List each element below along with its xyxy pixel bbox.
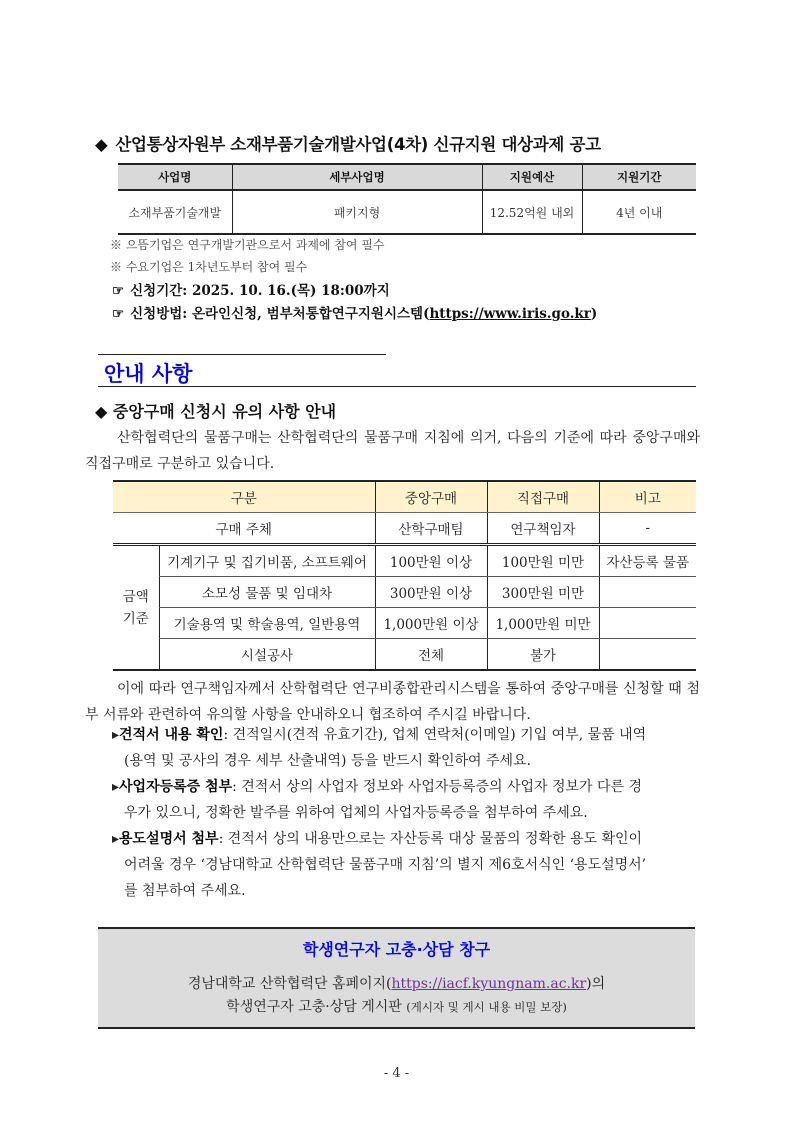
header-category: 구분 bbox=[113, 481, 375, 513]
section-divider-bottom bbox=[98, 386, 696, 387]
table-row: 기술용역 및 학술용역, 일반용역 1,000만원 이상 1,000만원 미만 bbox=[113, 608, 696, 639]
cell-period: 4년 이내 bbox=[582, 190, 696, 234]
bullet-quote-check: ▸견적서 내용 확인: 견적일시(견적 유효기간), 업체 연락처(이메일) 기입 여부, 물품 내역 (용역 및 공사의 경우 세부 산출내역) 등을 반드시 확인하여 주세요. bbox=[112, 727, 647, 769]
application-method: ☞ 신청방법: 온라인신청, 범부처통합연구지원시스템(https://www.iris.go.kr) bbox=[112, 306, 598, 322]
cell-buyer-label: 구매 주체 bbox=[113, 513, 375, 545]
table-row bbox=[113, 513, 696, 545]
diamond-icon: ◆ bbox=[95, 135, 108, 154]
program-table bbox=[118, 163, 696, 235]
intro-paragraph: 산학협력단의 물품구매는 산학협력단의 물품구매 지침에 의거, 다음의 기준에 따라 중앙구매와 직접구매로 구분하고 있습니다. bbox=[85, 430, 700, 472]
table-row bbox=[118, 190, 696, 234]
section-title: 안내 사항 bbox=[104, 362, 193, 386]
header-budget: 지원예산 bbox=[482, 164, 582, 190]
pointing-hand-icon: ☞ bbox=[112, 306, 125, 322]
header-central: 중앙구매 bbox=[375, 481, 487, 513]
bullet-business-registration: ▸사업자등록증 첨부: 견적서 상의 사업자 정보와 사업자등록증의 사업자 정보가 다른 경 우가 있으니, 정확한 발주를 위하여 업체의 사업자등록증을 첨부하여 주세요. bbox=[112, 779, 643, 821]
bullet-usage-statement: ▸용도설명서 첨부: 견적서 상의 내용만으로는 자산등록 대상 물품의 정확한 용도 확인이 어려울 경우 ‘경남대학교 산학협력단 물품구매 지침’의 별지 제6호서식인 ‘용도설명서’ 를 첨부하여 주세요. bbox=[112, 831, 647, 899]
table-header-row bbox=[113, 481, 696, 513]
cell-budget: 12.52억원 내외 bbox=[482, 190, 582, 234]
table-row: 시설공사 전체 불가 bbox=[113, 639, 696, 671]
note-1: ※ 으뜸기업은 연구개발기관으로서 과제에 참여 필수 bbox=[110, 238, 385, 252]
notice-paragraph: 이에 따라 연구책임자께서 산학협력단 연구비종합관리시스템을 통하여 중앙구매를 신청할 때 첨부 서류와 관련하여 유의할 사항을 안내하오니 협조하여 주시길 바랍니다. bbox=[85, 681, 700, 723]
triangle-bullet-icon: ▸ bbox=[112, 727, 120, 743]
note-2: ※ 수요기업은 1차년도부터 참여 필수 bbox=[110, 260, 308, 274]
header-program: 사업명 bbox=[118, 164, 232, 190]
counseling-title: 학생연구자 고충·상담 창구 bbox=[302, 940, 491, 959]
counseling-box bbox=[98, 927, 695, 1029]
amount-criteria-label: 금액 기준 bbox=[113, 545, 159, 671]
header-period: 지원기간 bbox=[582, 164, 696, 190]
announcement-heading: ◆ 산업통상자원부 소재부품기술개발사업(4차) 신규지원 대상과제 공고 bbox=[95, 135, 601, 154]
pointing-hand-icon: ☞ bbox=[112, 283, 125, 299]
counseling-line-1: 경남대학교 산학협력단 홈페이지(https://iacf.kyungnam.ac.kr)의 bbox=[187, 976, 606, 992]
triangle-bullet-icon: ▸ bbox=[112, 831, 120, 847]
cell-subprogram: 패키지형 bbox=[232, 190, 482, 234]
cell-buyer-central: 산학구매팀 bbox=[375, 513, 487, 545]
purchase-guide-heading: ◆ 중앙구매 신청시 유의 사항 안내 bbox=[95, 402, 337, 421]
diamond-icon: ◆ bbox=[95, 402, 108, 421]
header-subprogram: 세부사업명 bbox=[232, 164, 482, 190]
application-period: ☞ 신청기간: 2025. 10. 16.(목) 18:00까지 bbox=[112, 283, 390, 299]
iacf-link[interactable]: https://iacf.kyungnam.ac.kr bbox=[391, 976, 587, 992]
table-row: 금액 기준 기계기구 및 집기비품, 소프트웨어 100만원 이상 100만원 미만 자산등록 물품 bbox=[113, 545, 696, 577]
header-remark: 비고 bbox=[599, 481, 696, 513]
purchase-criteria-table bbox=[113, 480, 696, 671]
iris-link[interactable]: https://www.iris.go.kr bbox=[429, 306, 591, 322]
counseling-line-2: 학생연구자 고충·상담 게시판 (게시자 및 게시 내용 비밀 보장) bbox=[226, 999, 567, 1015]
page-number: - 4 - bbox=[383, 1066, 410, 1081]
header-direct: 직접구매 bbox=[487, 481, 599, 513]
table-header-row bbox=[118, 164, 696, 190]
cell-program: 소재부품기술개발 bbox=[118, 190, 232, 234]
cell-buyer-direct: 연구책임자 bbox=[487, 513, 599, 545]
triangle-bullet-icon: ▸ bbox=[112, 779, 120, 795]
table-row: 소모성 물품 및 임대차 300만원 이상 300만원 미만 bbox=[113, 577, 696, 608]
cell-buyer-remark: - bbox=[599, 513, 696, 545]
section-divider-top bbox=[98, 354, 386, 355]
